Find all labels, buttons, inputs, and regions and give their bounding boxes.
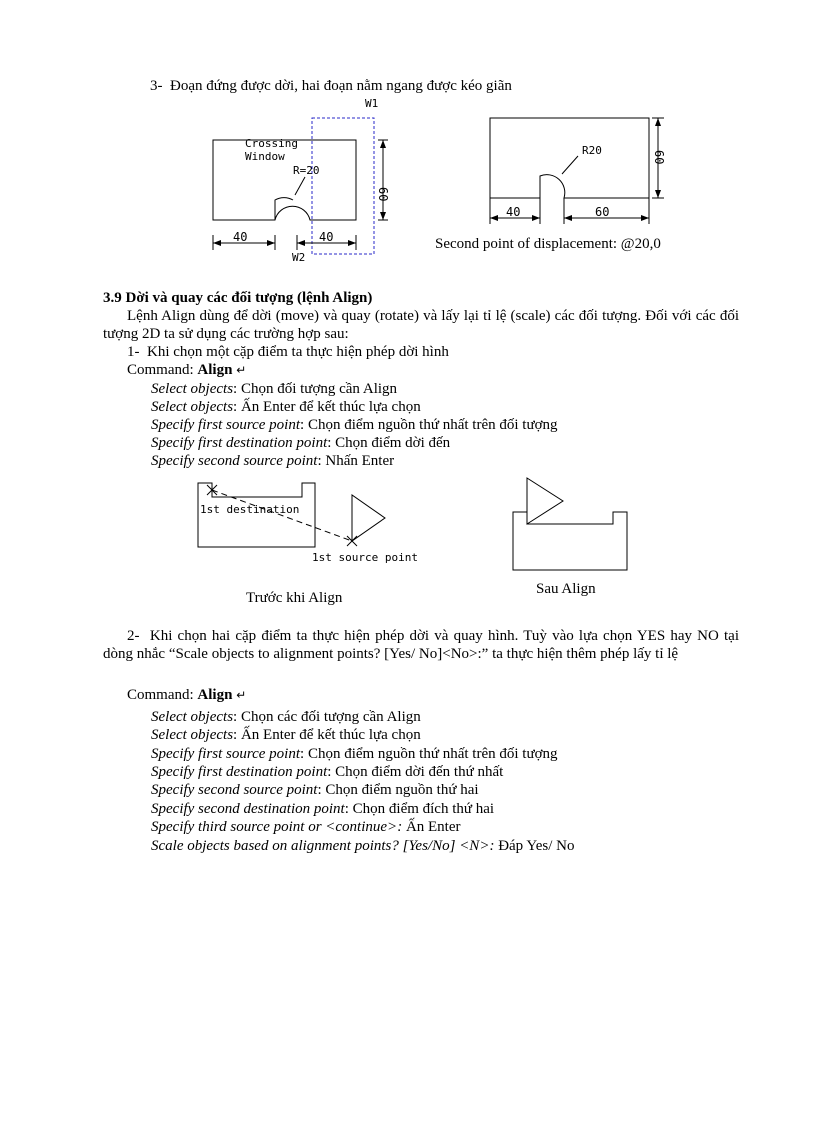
case2-command-prefix: Command: xyxy=(127,687,198,703)
prompt-name: Specify third source point or <continue> xyxy=(151,819,398,835)
case2-prompt xyxy=(151,818,461,836)
prompt-desc: Chọn điểm nguồn thứ nhất trên đối tượng xyxy=(307,746,558,762)
step3-text: Đoạn đứng được dời, hai đoạn nằm ngang được kéo giãn xyxy=(170,78,512,94)
prompt-desc: Ấn Enter để kết thúc lựa chọn xyxy=(240,399,421,415)
step3-number: 3- xyxy=(150,78,163,94)
prompt-desc: Chọn điểm đích thứ hai xyxy=(352,801,495,817)
prompt-desc: Đáp Yes/ No xyxy=(498,838,575,854)
r20-label: R20 xyxy=(582,144,602,157)
right-width1-label: 40 xyxy=(506,205,521,219)
window-label: Window xyxy=(245,150,285,163)
prompt-desc: Chọn điểm dời đến thứ nhất xyxy=(335,764,504,780)
prompt-separator: : xyxy=(300,417,308,433)
prompt-separator: : xyxy=(300,746,308,762)
prompt-desc: Chọn điểm dời đến xyxy=(335,435,451,451)
destination-label: 1st destination xyxy=(200,503,300,516)
prompt-name: Specify second destination point xyxy=(151,801,345,817)
prompt-name: Specify first destination point xyxy=(151,435,328,451)
prompt-name: Specify first source point xyxy=(151,417,301,433)
prompt-name: Select objects xyxy=(151,399,234,415)
source-label: 1st source point xyxy=(312,551,418,564)
case2-command-name: Align xyxy=(197,687,233,703)
prompt-name: Specify first source point xyxy=(151,746,301,762)
prompt-separator: : xyxy=(317,453,326,469)
case2-prompt xyxy=(151,726,421,744)
after-align-caption: Sau Align xyxy=(536,581,596,597)
prompt-separator: : xyxy=(327,435,336,451)
case1-prompt xyxy=(151,416,558,434)
prompt-name: Select objects xyxy=(151,709,234,725)
case1-command-prefix: Command: xyxy=(127,362,198,378)
prompt-separator: : xyxy=(344,801,353,817)
triangle-object xyxy=(352,495,385,541)
crossing-label: Crossing xyxy=(245,137,298,150)
w1-label: W1 xyxy=(365,97,379,110)
case1-prompt xyxy=(151,452,394,470)
intro-paragraph: Lệnh Align dùng để dời (move) và quay (rotate) và lấy lại tỉ lệ (scale) các đối tượng. Đối với các đối tượng 2D ta sử dụng các trường hợp sau: xyxy=(103,308,739,342)
prompt-separator: : xyxy=(233,727,241,743)
case2-prompt xyxy=(151,708,421,726)
prompt-separator: : xyxy=(327,764,336,780)
align-figure-before xyxy=(190,475,420,575)
aligned-triangle xyxy=(527,478,563,524)
step3-line xyxy=(150,77,512,95)
prompt-separator: : xyxy=(489,838,499,854)
radius-label: R=20 xyxy=(293,164,320,177)
prompt-desc: Chọn điểm nguồn thứ nhất trên đối tượng xyxy=(307,417,558,433)
stretch-figure-before xyxy=(195,95,395,270)
prompt-separator: : xyxy=(233,709,241,725)
case1-command-name: Align xyxy=(197,362,233,378)
prompt-desc: Chọn các đối tượng cần Align xyxy=(240,709,421,725)
prompt-name: Select objects xyxy=(151,727,234,743)
width1-dimension-label: 40 xyxy=(233,230,248,244)
stretched-object-outline xyxy=(490,118,649,198)
prompt-name: Specify second source point xyxy=(151,453,318,469)
prompt-separator: : xyxy=(233,399,241,415)
prompt-desc: Nhấn Enter xyxy=(325,453,395,469)
prompt-desc: Chọn điểm nguồn thứ hai xyxy=(325,782,479,798)
case1-prompt xyxy=(151,398,421,416)
case2-number: 2- xyxy=(127,628,140,644)
enter-key-icon: ↵ xyxy=(236,363,247,377)
case1-prompt xyxy=(151,434,450,452)
height-dimension-label: 60 xyxy=(376,187,390,202)
prompt-name: Specify first destination point xyxy=(151,764,328,780)
u-shape-object-after xyxy=(513,512,627,570)
prompt-name: Select objects xyxy=(151,381,234,397)
case2-paragraph xyxy=(103,627,739,663)
right-width2-label: 60 xyxy=(595,205,610,219)
right-height-label: 60 xyxy=(652,150,666,165)
prompt-name: Scale objects based on alignment points? [Yes/No] <N> xyxy=(151,838,490,854)
case1-prompt xyxy=(151,380,397,398)
prompt-desc: Chọn đối tượng cần Align xyxy=(240,381,398,397)
prompt-desc: Ấn Enter xyxy=(405,819,461,835)
case2-prompt xyxy=(151,763,503,781)
section-heading: 3.9 Dời và quay các đối tượng (lệnh Align) xyxy=(103,290,373,306)
w2-label: W2 xyxy=(292,251,306,264)
prompt-desc: Ấn Enter để kết thúc lựa chọn xyxy=(240,727,421,743)
align-figure-after xyxy=(505,470,635,575)
case1-command xyxy=(127,361,246,379)
stretch-figure-after xyxy=(480,112,680,232)
prompt-separator: : xyxy=(317,782,326,798)
prompt-name: Specify second source point xyxy=(151,782,318,798)
prompt-separator: : xyxy=(397,819,406,835)
case2-prompt xyxy=(151,745,558,763)
case1-text: Khi chọn một cặp điểm ta thực hiện phép dời hình xyxy=(147,344,449,360)
case2-prompt xyxy=(151,837,574,855)
width2-dimension-label: 40 xyxy=(319,230,334,244)
case2-command xyxy=(127,686,246,704)
displacement-caption: Second point of displacement: @20,0 xyxy=(435,236,661,252)
before-align-caption: Trước khi Align xyxy=(246,590,343,606)
case2-text: Khi chọn hai cặp điểm ta thực hiện phép dời và quay hình. Tuỳ vào lựa chọn YES hay NO tại dòng nhắc “Scale objects to alignment points? [Yes/ No]<No>:” ta thực hiện thêm phép lấy tỉ lệ xyxy=(103,628,739,662)
case2-prompt xyxy=(151,800,494,818)
case1-number: 1- xyxy=(127,344,140,360)
enter-key-icon: ↵ xyxy=(236,688,247,702)
case1-line xyxy=(127,343,449,361)
prompt-separator: : xyxy=(233,381,241,397)
case2-prompt xyxy=(151,781,479,799)
